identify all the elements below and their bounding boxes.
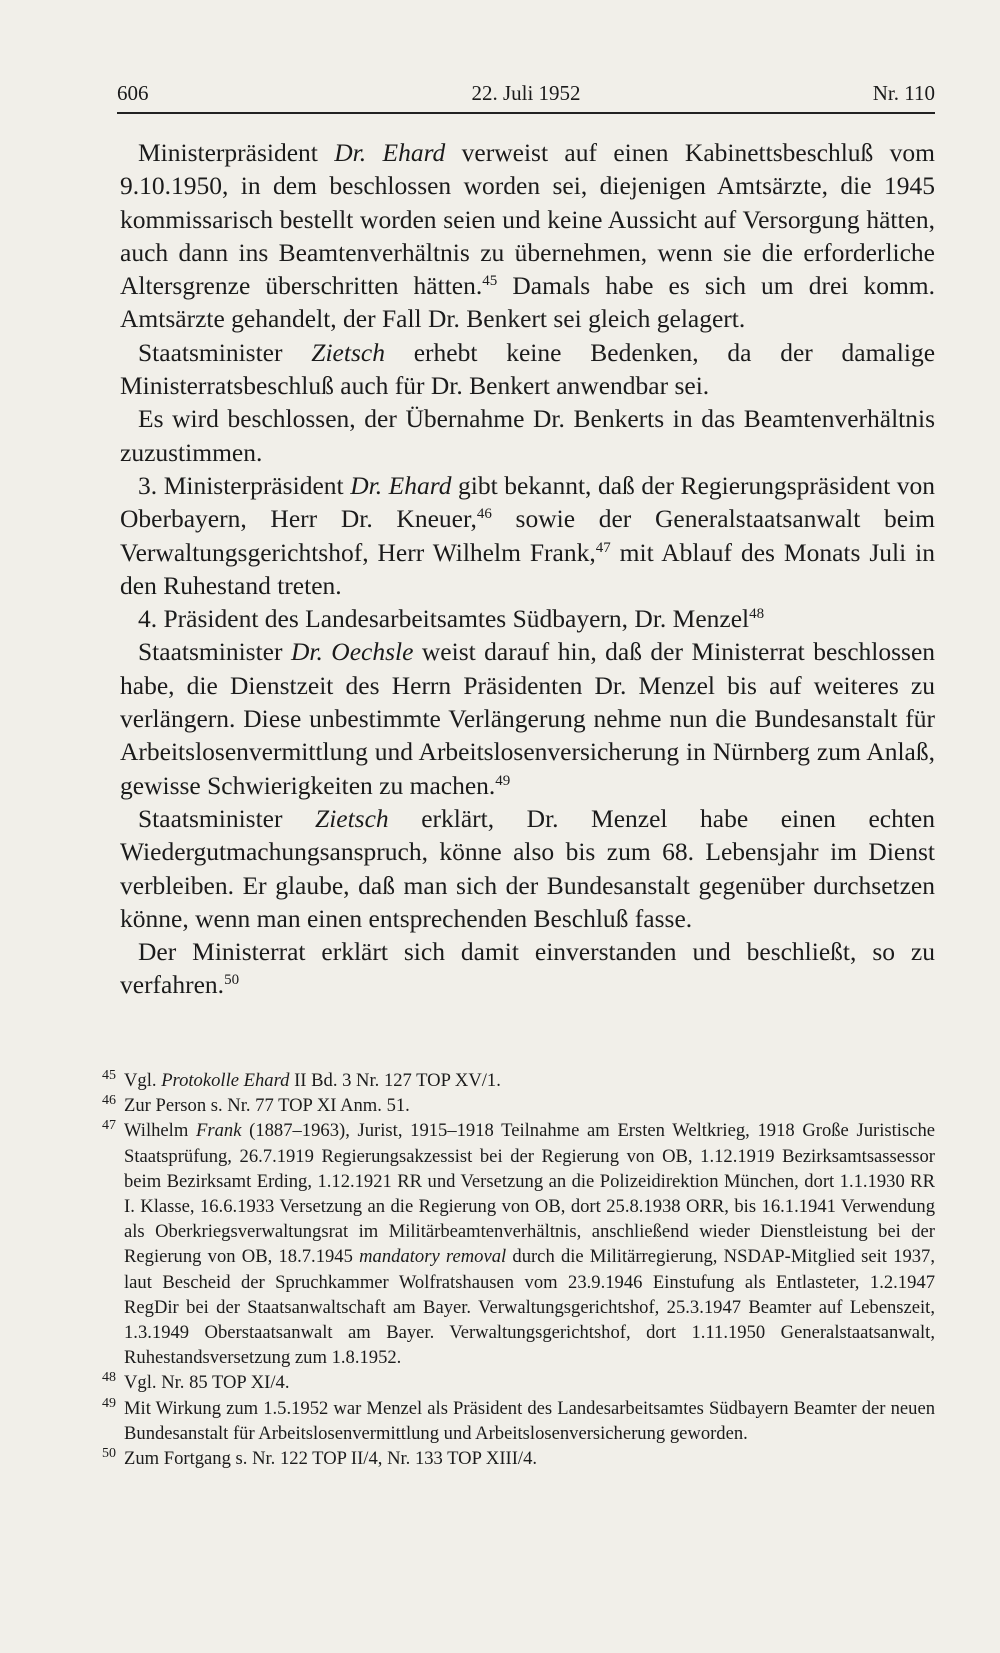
running-header [117,78,935,108]
footnote-46: 46 Zur Person s. Nr. 77 TOP XI Anm. 51. [102,1093,935,1118]
footnote-ref-49[interactable]: 49 [495,772,511,789]
header-rule [117,112,935,114]
header-date: 22. Juli 1952 [471,81,581,105]
footnote-45: 45 Vgl. Protokolle Ehard II Bd. 3 Nr. 127 TOP XV/1. [102,1068,935,1093]
footnotes [102,1068,935,1471]
footnote-number: 48 [102,1370,116,1386]
paragraph-6: Staatsminister Dr. Oechsle weist darauf hin, daß der Ministerrat beschlossen habe, die Dienstzeit des Herrn Präsidenten Dr. Menzel bis auf weiteres zu verlängern. Diese unbestimmte Verlängerung nehme nun die Bundesanstalt für Arbeitslosenvermittlung und Arbeitslosenversicherung in Nürnberg zum Anlaß, gewisse Schwierigkeiten zu machen.$^{49}$ [120,637,936,800]
footnote-number: 50 [102,1446,116,1462]
paragraph-8: Der Ministerrat erklärt sich damit einverstanden und beschließt, so zu verfahren.$^{50}$ [120,937,935,1000]
footnote-ref-48[interactable]: 48 [749,606,765,623]
footnote-ref-46[interactable]: 46 [476,506,492,523]
footnote-number: 47 [102,1118,116,1134]
footnote-number: 45 [102,1068,116,1083]
paragraph-7: Staatsminister Zietsch erklärt, Dr. Menzel habe einen echten Wiedergutmachungsanspruch, könne also bis zum 68. Lebensjahr im Dienst verbleiben. Er glaube, daß man sich der Bundesanstalt gegenüber durchsetzen könne, wenn man einen entsprechenden Beschluß fasse. [120,803,935,933]
page-number: 606 [117,81,149,105]
footnote-49: 49 Mit Wirkung zum 1.5.1952 war Menzel als Präsident des Landesarbeitsamtes Südbayern Beamter der neuen Bundesanstalt für Arbeitslosenvermittlung und Arbeitslosenversicherung geworden. [102,1396,935,1446]
footnote-number: 46 [102,1093,116,1109]
footnote-ref-50[interactable]: 50 [224,972,240,989]
paragraph-4: 3. Ministerpräsident Dr. Ehard gibt bekannt, daß der Regierungspräsident von Oberbayern, Herr Dr. Kneuer,$^{46}$ sowie der Generalstaatsanwalt beim Verwaltungsgerichtshof, Herr Wilhelm Frank,$^{47}$ mit Ablauf des Monats Juli in den Ruhestand treten. [120,470,935,600]
footnote-number: 49 [102,1395,116,1411]
paragraph-5: 4. Präsident des Landesarbeitsamtes Südbayern, Dr. Menzel$^{48}$ [138,604,765,634]
main-text [120,136,935,1002]
footnote-47: 47 Wilhelm Frank (1887–1963), Jurist, 1915–1918 Teilnahme am Ersten Weltkrieg, 1918 Große Juristische Staatsprüfung, 26.7.1919 Regierungsakzessist bei der Regierung von OB, 1.12.1919 Bezirksamtsassessor beim Bezirksamt Erding, 1.12.1921 RR und Versetzung an die Polizeidirektion München, dort 1.1.1930 RR I. Klasse, 16.6.1933 Versetzung an die Regierung von OB, dort 25.8.1938 ORR, bis 16.1.1941 Verwendung als Oberkriegsverwaltungsrat im Militärbeamtenverhältnis, anschließend wieder Dienstleistung bei der Regierung von OB, 18.7.1945 mandatory removal durch die Militärregierung, NSDAP-Mitglied seit 1937, laut Bescheid der Spruchkammer Wolfratshausen vom 23.9.1946 Einstufung als Entlasteter, 1.2.1947 RegDir bei der Staatsanwaltschaft am Bayer. Verwaltungsgerichtshof, 25.3.1947 Beamter auf Lebenszeit, 1.3.1949 Oberstaatsanwalt am Bayer. Verwaltungsgerichtshof, dort 1.11.1950 Generalstaatsanwalt, Ruhestandsversetzung zum 1.8.1952. [102,1118,935,1370]
footnote-50: 50 Zum Fortgang s. Nr. 122 TOP II/4, Nr. 133 TOP XIII/4. [102,1446,935,1471]
paragraph-3: Es wird beschlossen, der Übernahme Dr. Benkerts in das Beamtenverhältnis zuzustimmen. [120,404,935,467]
footnote-ref-45[interactable]: 45 [482,273,498,290]
document-number: Nr. 110 [872,81,935,105]
footnote-48: 48 Vgl. Nr. 85 TOP XI/4. [102,1370,935,1395]
paragraph-2: Staatsminister Zietsch erhebt keine Bedenken, da der damalige Ministerratsbeschluß auch für Dr. Benkert anwendbar sei. [120,337,936,401]
footnote-ref-47[interactable]: 47 [595,539,611,556]
paragraph-1: Ministerpräsident Dr. Ehard verweist auf einen Kabinettsbeschluß vom 9.10.1950, in dem beschlossen worden sei, diejenigen Amtsärzte, die 1945 kommissarisch bestellt worden seien und keine Aussicht auf Versorgung hätten, auch dann ins Beamtenverhältnis zu übernehmen, wenn sie die erforderliche Altersgrenze überschritten hätten.$^{45}$ Damals habe es sich um drei komm. Amtsärzte gehandelt, der Fall Dr. Benkert sei gleich gelagert. [120,138,936,334]
